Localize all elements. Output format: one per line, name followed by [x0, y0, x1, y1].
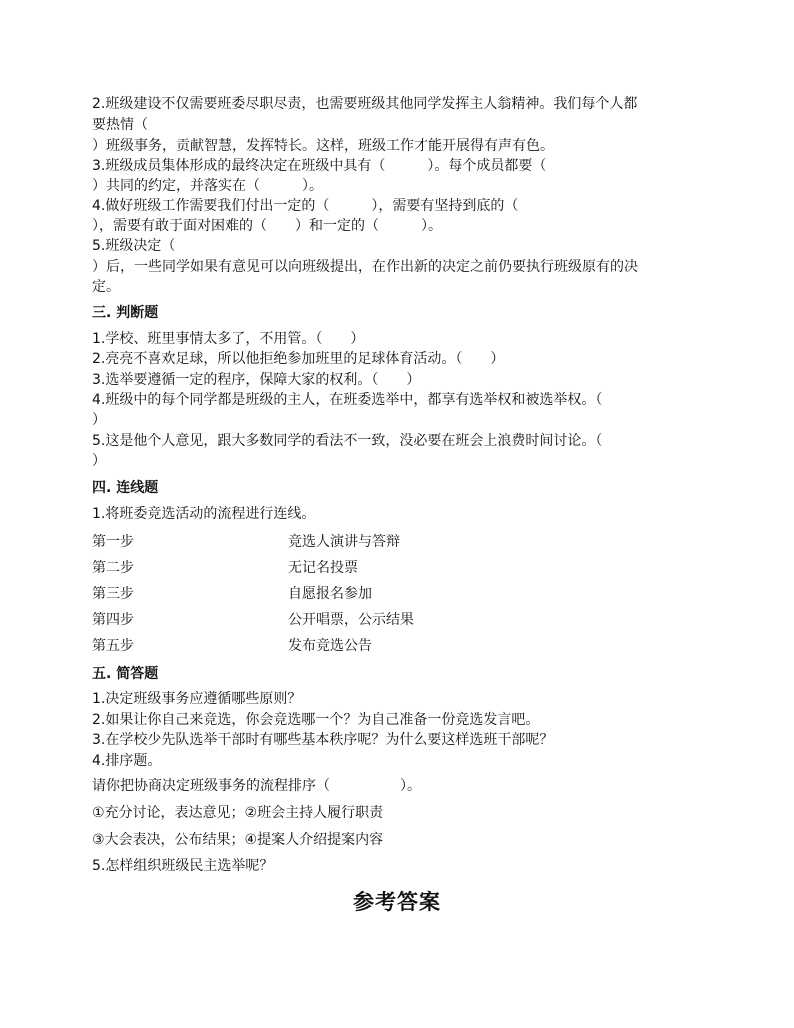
match-q1: 1.将班委竞选活动的流程进行连线。: [92, 506, 316, 522]
fill-q4-line2: ），需要有敢于面对困难的（ ）和一定的（ ）。: [92, 218, 442, 234]
answers-title: 参考答案: [353, 889, 441, 914]
short-heading: 五. 简答题: [92, 666, 159, 682]
match-right-item: 竞选人演讲与答辩: [288, 534, 400, 550]
judge-q3: 3.选举要遵循一定的程序，保障大家的权利。（ ）: [92, 372, 421, 388]
match-right-item: 无记名投票: [288, 560, 358, 576]
fill-q2-line2: 要热情（: [92, 117, 148, 133]
match-left-item: 第五步: [92, 638, 134, 654]
short-q4-option1: ①充分讨论，表达意见；②班会主持人履行职责: [92, 805, 384, 821]
fill-q3-line2: ）共同的约定，并落实在（ ）。: [92, 178, 323, 194]
fill-q5-line3: 定。: [92, 279, 120, 295]
match-left-item: 第二步: [92, 560, 134, 576]
short-q2: 2.如果让你自己来竞选，你会竞选哪一个？为自己准备一份竞选发言吧。: [92, 712, 540, 728]
judge-q1: 1.学校、班里事情太多了，不用管。（ ）: [92, 331, 365, 347]
short-q4: 4.排序题。: [92, 753, 162, 769]
short-q5: 5.怎样组织班级民主选举呢？: [92, 858, 274, 874]
match-heading: 四. 连线题: [92, 480, 159, 496]
judge-q5-line2: ）: [92, 453, 106, 469]
fill-q3-line1: 3.班级成员集体形成的最终决定在班级中具有（ ）。每个成员都要（: [92, 158, 547, 174]
judge-heading: 三. 判断题: [92, 305, 159, 321]
judge-q4-line2: ）: [92, 412, 106, 428]
fill-q4-line1: 4.做好班级工作需要我们付出一定的（ ），需要有坚持到底的（: [92, 198, 519, 214]
judge-q2: 2.亮亮不喜欢足球，所以他拒绝参加班里的足球体育活动。（ ）: [92, 351, 505, 367]
match-right-item: 自愿报名参加: [288, 586, 372, 602]
fill-q5-line1: 5.班级决定（: [92, 238, 176, 254]
match-right-item: 发布竞选公告: [288, 638, 372, 654]
short-q4-option2: ③大会表决，公布结果；④提案人介绍提案内容: [92, 832, 384, 848]
fill-q5-line2: ）后，一些同学如果有意见可以向班级提出，在作出新的决定之前仍要执行班级原有的决: [92, 259, 638, 275]
short-q1: 1.决定班级事务应遵循哪些原则？: [92, 691, 302, 707]
fill-q2-line1: 2.班级建设不仅需要班委尽职尽责，也需要班级其他同学发挥主人翁精神。我们每个人都: [92, 96, 638, 112]
match-left-item: 第一步: [92, 534, 134, 550]
fill-q2-line3: ）班级事务，贡献智慧，发挥特长。这样，班级工作才能开展得有声有色。: [92, 138, 554, 154]
short-q4-prompt: 请你把协商决定班级事务的流程排序（ ）。: [92, 778, 421, 794]
match-left-item: 第三步: [92, 586, 134, 602]
match-right-item: 公开唱票，公示结果: [288, 612, 414, 628]
match-left-item: 第四步: [92, 612, 134, 628]
judge-q5-line1: 5.这是他个人意见，跟大多数同学的看法不一致，没必要在班会上浪费时间讨论。（: [92, 433, 603, 449]
judge-q4-line1: 4.班级中的每个同学都是班级的主人，在班委选举中，都享有选举权和被选举权。（: [92, 392, 603, 408]
short-q3: 3.在学校少先队选举干部时有哪些基本秩序呢？为什么要这样选班干部呢？: [92, 732, 554, 748]
